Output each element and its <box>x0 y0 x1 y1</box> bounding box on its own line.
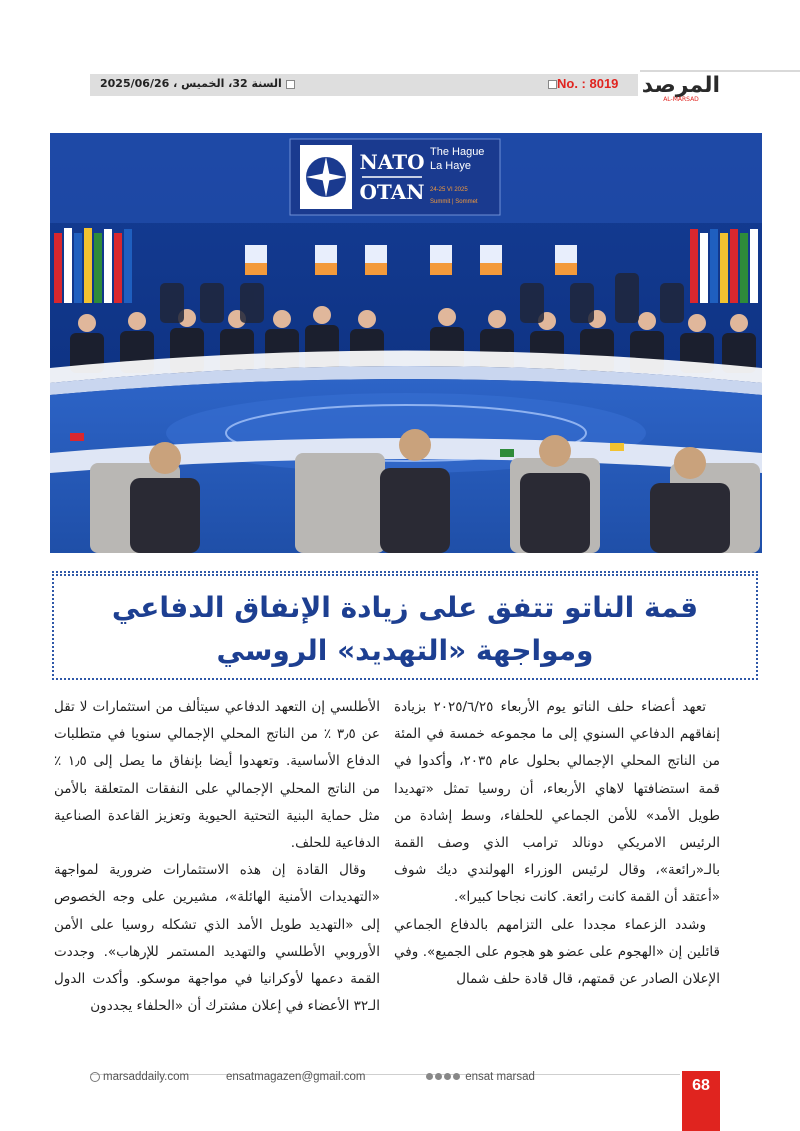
facebook-icon <box>426 1073 433 1080</box>
article-column-left <box>54 694 380 1044</box>
footer-email[interactable]: ensatmagazen@gmail.com <box>226 1071 366 1083</box>
logo-text: المرصد <box>641 73 720 98</box>
banner-event: Summit | Sommet <box>430 199 478 205</box>
article-paragraph: تعهد أعضاء حلف الناتو يوم الأربعاء ٢٠٢٥/٦/٢٥ بزيادة إنفاقهم الدفاعي السنوي إلى ما مجموعه خمسة في المئة من الناتج المحلي الإجمالي بحلول عام ٢٠٣٥، وأكدوا في قمة استضافتها لاهاي الأربعاء، أن روسيا تمثل «تهديدا طويل الأمد» للأمن الجماعي للحلفاء، وسط إشادة من الرئيس الامريكي دونالد ترامب الذي وصف القمة بالـ«رائعة»، وقال لرئيس الوزراء الهولندي ديك شوف «أعتقد أن القمة كانت رائعة. كانت نجاحا كبيرا». <box>394 699 720 906</box>
footer-website[interactable]: marsaddaily.com <box>90 1071 189 1087</box>
banner-otan: OTAN <box>359 180 425 204</box>
footer-social[interactable]: ensat marsad <box>426 1071 566 1087</box>
header-top-rule <box>640 70 800 72</box>
nato-compass-icon <box>306 157 346 197</box>
article-paragraph: الأطلسي إن التعهد الدفاعي سيتألف من استثمارات لا تقل عن ٣٫٥ ٪ من الناتج المحلي الإجمالي سنويا في متطلبات الدفاع الأساسية. وتعهدوا أيضا بإنفاق ما يصل إلى ١٫٥ ٪ من الناتج المحلي الإجمالي على النفقات المتعلقة بالأمن مثل حماية البنية التحتية الحيوية وتعزيز القاعدة الصناعية الدفاعية للحلف. <box>54 699 380 852</box>
issue-date-text: السنة 32، الخميس ، 2025/06/26 <box>100 77 282 90</box>
magazine-logo[interactable] <box>642 74 720 104</box>
page-number-box <box>682 1071 720 1131</box>
banner-nato: NATO <box>359 150 425 174</box>
headline-line-1: قمة الناتو تتفق على زيادة الإنفاق الدفاعي <box>111 591 699 624</box>
banner-city-en: The Hague <box>430 146 485 158</box>
issue-number <box>544 76 634 94</box>
article-column-right <box>394 694 720 1044</box>
banner-city-fr: La Haye <box>430 160 471 172</box>
instagram-icon <box>444 1073 451 1080</box>
banner-dates: 24-25 VI 2025 <box>430 187 468 193</box>
issue-date <box>100 77 340 93</box>
article-headline <box>64 586 746 672</box>
summit-photo <box>50 133 762 553</box>
article-paragraph: وقال القادة إن هذه الاستثمارات ضرورية لمواجهة «التهديدات الأمنية الهائلة»، مشيرين على وجه الخصوص إلى «التهديد طويل الأمد الذي تشكله روسيا على الأمن الأوروبي الأطلسي والتهديد المستمر للإرهاب». وجددت القمة دعمها لأوكرانيا في مواجهة موسكو. وأكدت الدول الـ٣٢ الأعضاء في إعلان مشترك أن «الحلفاء يجددون <box>54 862 380 1015</box>
bullet-square-icon <box>548 80 557 89</box>
headline-line-2: ومواجهة «التهديد» الروسي <box>216 634 594 667</box>
page-number: 68 <box>692 1077 710 1094</box>
twitter-icon <box>435 1073 442 1080</box>
logo-subtext: AL-MARSAD <box>663 96 699 103</box>
article-paragraph: وشدد الزعماء مجددا على التزامهم بالدفاع الجماعي قائلين إن «الهجوم على عضو هو هجوم على الجميع». وفي الإعلان الصادر عن قمتهم، قال قادة حلف شمال <box>394 916 720 988</box>
issue-number-text: No. : 8019 <box>557 76 619 91</box>
bullet-square-icon <box>286 80 295 89</box>
globe-icon <box>90 1072 100 1082</box>
headline-box <box>52 574 758 680</box>
youtube-icon <box>453 1073 460 1080</box>
